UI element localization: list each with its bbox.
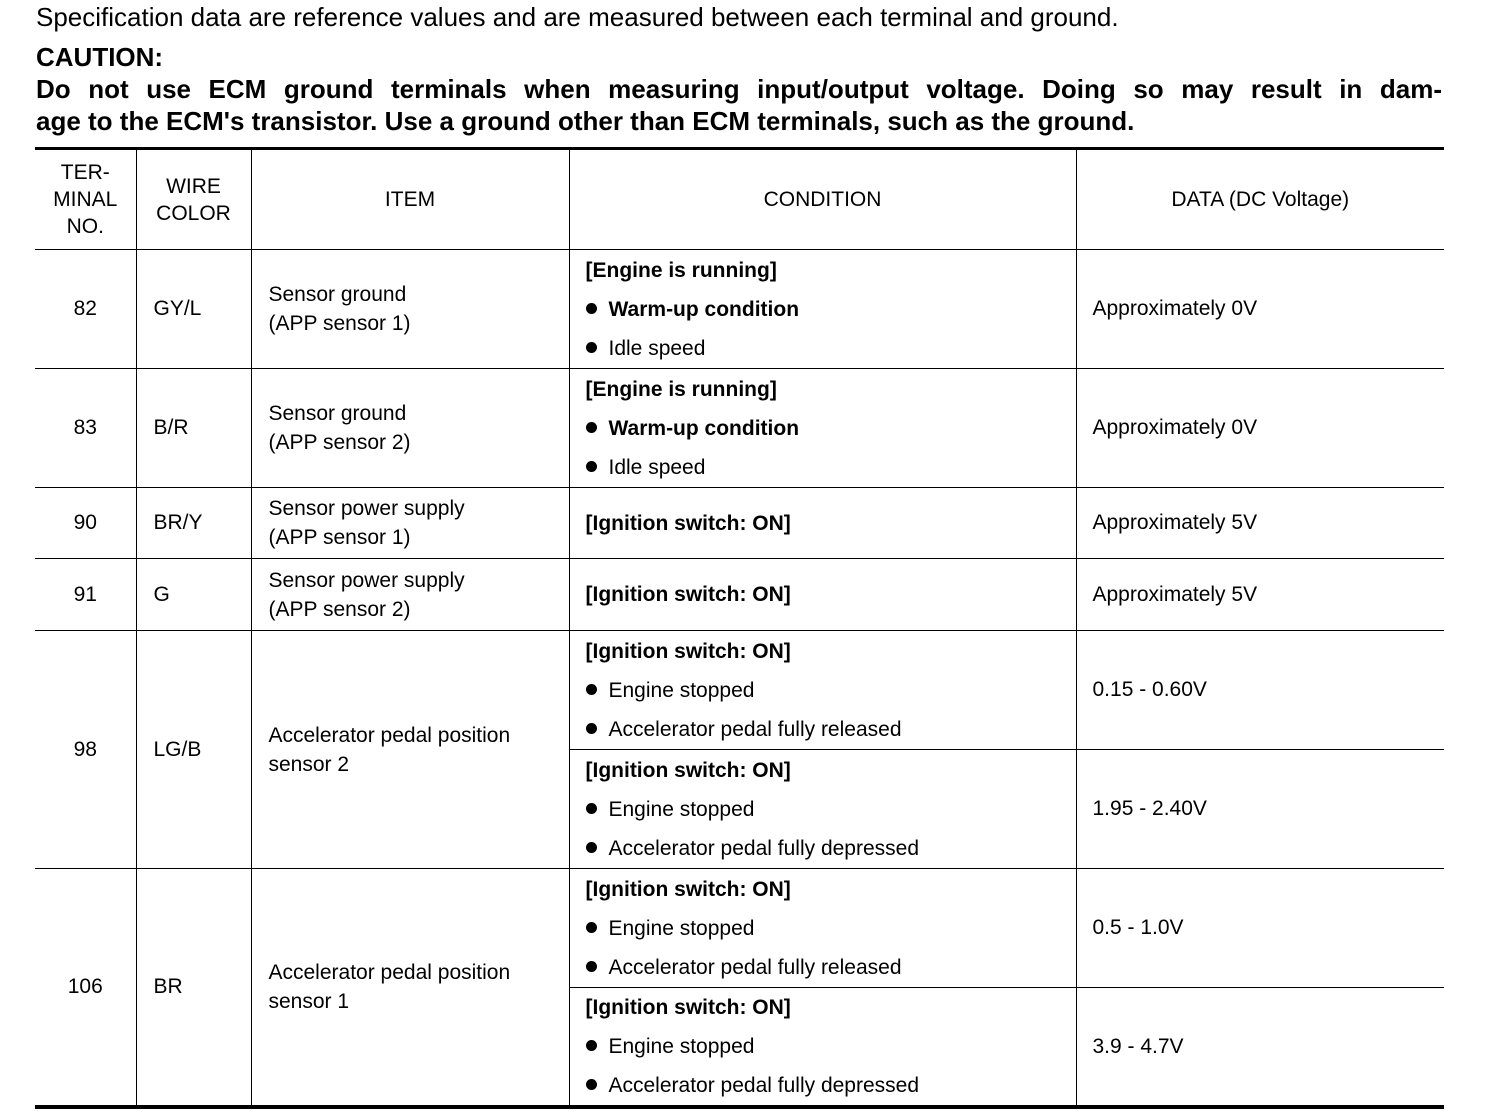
condition-bullet bbox=[586, 329, 1076, 368]
header-data: DATA (DC Voltage) bbox=[1076, 149, 1444, 250]
condition-heading: [Engine is running] bbox=[585, 258, 777, 282]
condition-bullet-text: Accelerator pedal fully released bbox=[608, 717, 902, 741]
condition-cell bbox=[569, 750, 1076, 869]
voltage-data-cell: 0.15 - 0.60V bbox=[1076, 631, 1444, 750]
voltage-data-cell: 3.9 - 4.7V bbox=[1076, 988, 1444, 1108]
wire-color-cell: BR bbox=[136, 869, 251, 1108]
condition-bullet-text: Accelerator pedal fully released bbox=[608, 955, 902, 979]
condition-bullet bbox=[586, 790, 1076, 829]
condition-bullet-text: Engine stopped bbox=[608, 1035, 755, 1058]
item-text-line: Sensor power supply bbox=[268, 568, 465, 592]
item-text-line: Sensor ground bbox=[268, 402, 407, 425]
condition-bullet bbox=[586, 409, 1076, 448]
condition-bullet-text: Warm-up condition bbox=[608, 416, 800, 440]
condition-bullet-text: Accelerator pedal fully depressed bbox=[608, 836, 920, 860]
condition-cell bbox=[569, 369, 1076, 488]
condition-cell bbox=[569, 869, 1076, 988]
item-text-line: (APP sensor 1) bbox=[268, 526, 411, 549]
table-body bbox=[35, 250, 1444, 1108]
condition-heading: [Ignition switch: ON] bbox=[585, 996, 791, 1019]
table-row bbox=[35, 869, 1444, 988]
caution-line-2: age to the ECM's transistor. Use a ground other than ECM terminals, such as the ground. bbox=[36, 106, 1135, 136]
bullet-icon bbox=[586, 684, 597, 695]
condition-bullet bbox=[586, 671, 1076, 710]
item-cell bbox=[251, 250, 569, 369]
item-text-line: Sensor power supply bbox=[268, 497, 465, 520]
condition-bullet-text: Idle speed bbox=[608, 455, 706, 479]
item-text-line: sensor 2 bbox=[268, 752, 350, 776]
item-text-line: (APP sensor 1) bbox=[268, 312, 411, 335]
bullet-icon bbox=[586, 723, 597, 734]
condition-bullet bbox=[586, 829, 1076, 868]
bullet-icon bbox=[586, 961, 597, 972]
item-text-line: sensor 1 bbox=[268, 990, 350, 1013]
item-text-line: Accelerator pedal position bbox=[268, 723, 511, 747]
item-text-line: Accelerator pedal position bbox=[268, 961, 511, 984]
condition-cell bbox=[569, 559, 1076, 631]
wire-color-cell: BR/Y bbox=[136, 488, 251, 559]
condition-heading: [Engine is running] bbox=[585, 377, 777, 401]
wire-color-cell: G bbox=[136, 559, 251, 631]
bullet-icon bbox=[586, 803, 597, 814]
voltage-data-cell: Approximately 0V bbox=[1076, 369, 1444, 488]
voltage-data-cell: 1.95 - 2.40V bbox=[1076, 750, 1444, 869]
table-row bbox=[35, 250, 1444, 369]
condition-bullet bbox=[586, 909, 1076, 948]
item-text-line: (APP sensor 2) bbox=[268, 431, 411, 454]
condition-heading: [Ignition switch: ON] bbox=[585, 758, 791, 782]
bullet-icon bbox=[586, 422, 597, 433]
table-row bbox=[35, 631, 1444, 750]
caution-line-1: Do not use ECM ground terminals when measuring input/output voltage. Doing so may result in dam- bbox=[36, 74, 1442, 104]
terminal-number-cell: 90 bbox=[35, 488, 136, 559]
bullet-icon bbox=[586, 461, 597, 472]
bullet-icon bbox=[586, 1079, 597, 1090]
item-cell bbox=[251, 488, 569, 559]
voltage-data-cell: Approximately 5V bbox=[1076, 488, 1444, 559]
header-item: ITEM bbox=[251, 149, 569, 250]
item-cell bbox=[251, 869, 569, 1108]
condition-bullet bbox=[586, 1066, 1076, 1105]
condition-bullet bbox=[586, 448, 1076, 487]
item-cell bbox=[251, 559, 569, 631]
bullet-icon bbox=[586, 922, 597, 933]
condition-cell bbox=[569, 250, 1076, 369]
condition-cell bbox=[569, 488, 1076, 559]
terminal-number-cell: 91 bbox=[35, 559, 136, 631]
table-header-row bbox=[35, 149, 1444, 250]
item-cell bbox=[251, 369, 569, 488]
table-row bbox=[35, 559, 1444, 631]
intro-text: Specification data are reference values and are measured between each terminal and ground. bbox=[36, 2, 1119, 32]
condition-cell bbox=[569, 631, 1076, 750]
terminal-number-cell: 83 bbox=[35, 369, 136, 488]
voltage-data-cell: Approximately 5V bbox=[1076, 559, 1444, 631]
bullet-icon bbox=[586, 303, 597, 314]
wire-color-cell: LG/B bbox=[136, 631, 251, 869]
condition-heading: [Ignition switch: ON] bbox=[585, 583, 791, 606]
item-text-line: Sensor ground bbox=[268, 283, 407, 306]
condition-heading: [Ignition switch: ON] bbox=[585, 877, 791, 901]
caution-heading: CAUTION: bbox=[36, 42, 164, 72]
condition-heading: [Ignition switch: ON] bbox=[585, 511, 791, 535]
condition-bullet bbox=[586, 948, 1076, 987]
condition-bullet bbox=[586, 710, 1076, 749]
condition-bullet-text: Idle speed bbox=[608, 336, 706, 360]
bullet-icon bbox=[586, 1040, 597, 1051]
header-wire-color: WIRE COLOR bbox=[136, 149, 251, 250]
condition-cell bbox=[569, 988, 1076, 1108]
terminal-number-cell: 98 bbox=[35, 631, 136, 869]
item-text-line: (APP sensor 2) bbox=[268, 597, 411, 621]
voltage-data-cell: Approximately 0V bbox=[1076, 250, 1444, 369]
condition-heading: [Ignition switch: ON] bbox=[585, 639, 791, 663]
item-cell bbox=[251, 631, 569, 869]
condition-bullet-text: Engine stopped bbox=[608, 678, 755, 702]
voltage-data-cell: 0.5 - 1.0V bbox=[1076, 869, 1444, 988]
condition-bullet-text: Engine stopped bbox=[608, 797, 755, 821]
bullet-icon bbox=[586, 342, 597, 353]
condition-bullet-text: Engine stopped bbox=[608, 916, 755, 940]
bullet-icon bbox=[586, 842, 597, 853]
condition-bullet bbox=[586, 290, 1076, 329]
table-row bbox=[35, 369, 1444, 488]
terminal-spec-table bbox=[35, 147, 1444, 1109]
header-terminal-no: TER- MINAL NO. bbox=[35, 149, 136, 250]
condition-bullet bbox=[586, 1027, 1076, 1066]
table-row bbox=[35, 488, 1444, 559]
wire-color-cell: B/R bbox=[136, 369, 251, 488]
wire-color-cell: GY/L bbox=[136, 250, 251, 369]
terminal-number-cell: 82 bbox=[35, 250, 136, 369]
terminal-number-cell: 106 bbox=[35, 869, 136, 1108]
header-condition: CONDITION bbox=[569, 149, 1076, 250]
caution-body bbox=[36, 73, 1446, 137]
condition-bullet-text: Accelerator pedal fully depressed bbox=[608, 1074, 920, 1097]
condition-bullet-text: Warm-up condition bbox=[608, 297, 800, 321]
